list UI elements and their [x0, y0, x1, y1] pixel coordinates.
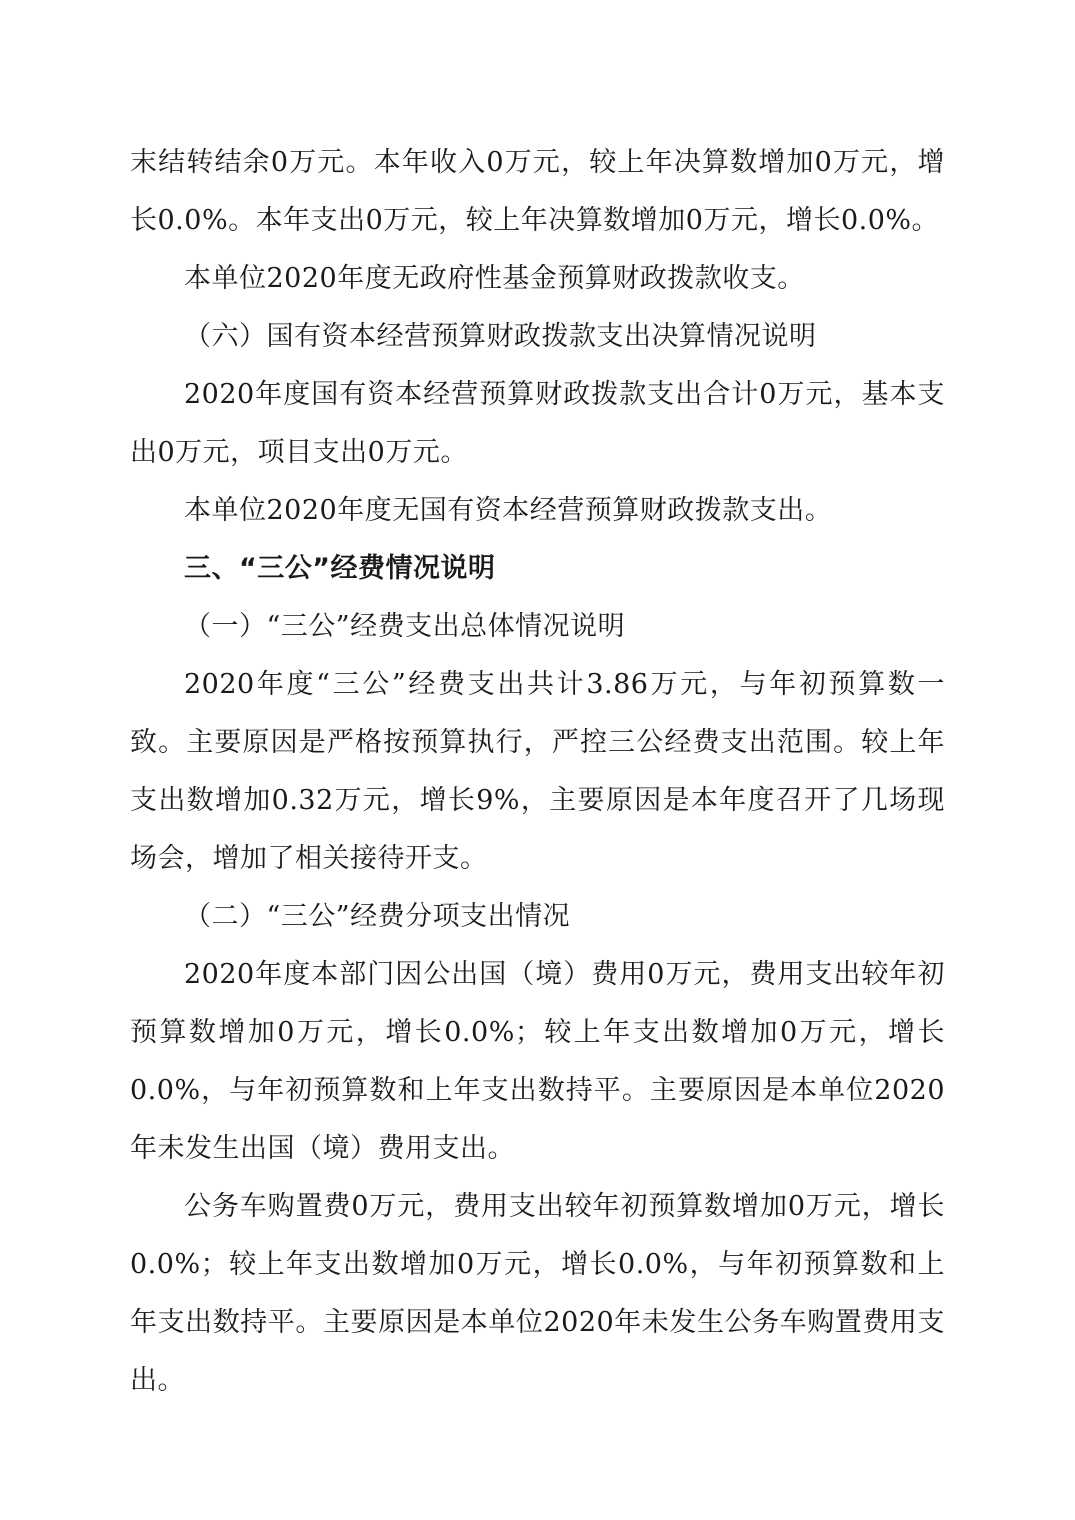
subheading-state-capital: （六）国有资本经营预算财政拨款支出决算情况说明: [184, 321, 817, 352]
paragraph-three-public-overall: 2020年度“三公”经费支出共计3.86万元，与年初预算数一致。主要原因是严格按预算执行，严控三公经费支出范围。较上年支出数增加0.32万元，增长9%，主要原因是本年度召开了几场现场会，增加了相关接待开支。: [130, 669, 945, 874]
paragraph-state-capital-total: 2020年度国有资本经营预算财政拨款支出合计0万元，基本支出0万元，项目支出0万元。: [130, 379, 945, 468]
paragraph-overseas-travel: 2020年度本部门因公出国（境）费用0万元，费用支出较年初预算数增加0万元，增长0.0%；较上年支出数增加0万元，增长0.0%，与年初预算数和上年支出数持平。主要原因是本单位2020年未发生出国（境）费用支出。: [130, 959, 945, 1164]
paragraph-no-state-capital: 本单位2020年度无国有资本经营预算财政拨款支出。: [184, 495, 833, 526]
paragraph-no-government-fund: 本单位2020年度无政府性基金预算财政拨款收支。: [184, 263, 805, 294]
subheading-three-public-items: （二）“三公”经费分项支出情况: [184, 901, 571, 932]
paragraph-carryover-balance: 末结转结余0万元。本年收入0万元，较上年决算数增加0万元，增长0.0%。本年支出0万元，较上年决算数增加0万元，增长0.0%。: [130, 147, 945, 236]
subheading-three-public-overall: （一）“三公”经费支出总体情况说明: [184, 611, 626, 642]
paragraph-vehicle-purchase: 公务车购置费0万元，费用支出较年初预算数增加0万元，增长0.0%；较上年支出数增加0万元，增长0.0%，与年初预算数和上年支出数持平。主要原因是本单位2020年未发生公务车购置费用支出。: [130, 1191, 945, 1396]
document-page: [130, 134, 945, 1410]
section-heading-three-public: 三、“三公”经费情况说明: [184, 553, 496, 584]
